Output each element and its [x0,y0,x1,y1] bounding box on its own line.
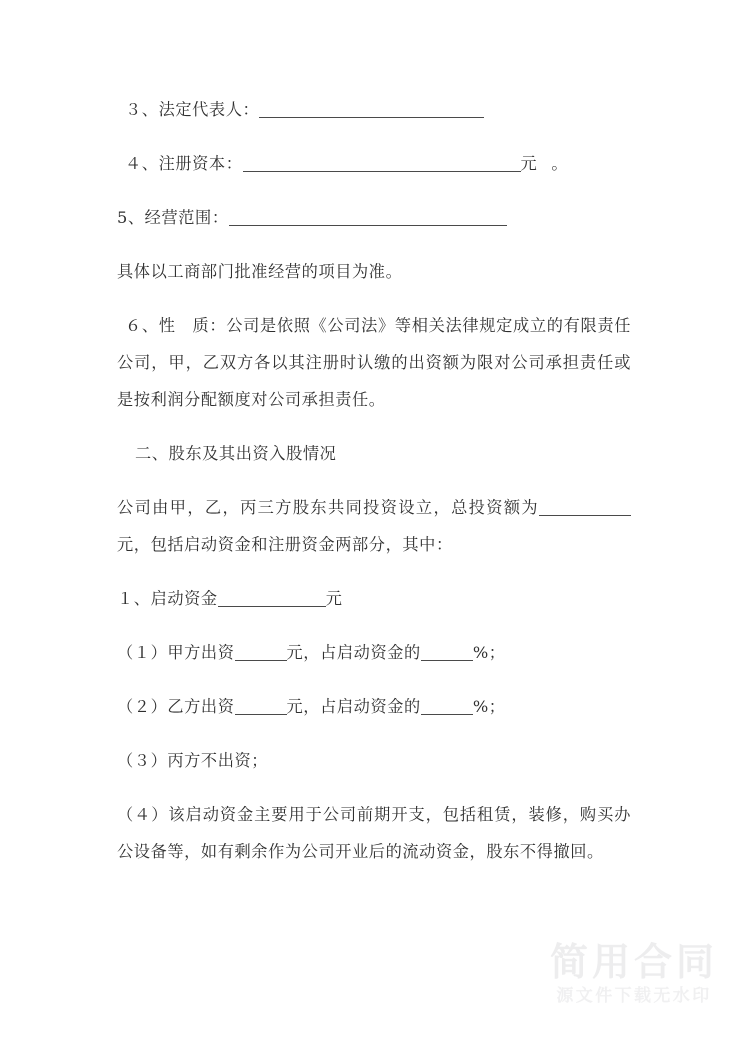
party-a-suffix: %； [472,643,506,662]
registered-capital-period: 。 [551,154,569,173]
party-b-suffix: %； [472,697,506,716]
business-scope-blank[interactable] [229,211,507,226]
party-a-amount-blank[interactable] [235,646,287,661]
party-a-percent-blank[interactable] [421,646,473,661]
clause-company-nature: ６、性 质：公司是依照《公司法》等相关法律规定成立的有限责任公司，甲，乙双方各以其注册时认缴的出资额为限对公司承担责任或是按利润分配额度对公司承担责任。 [117,316,631,409]
total-investment-blank[interactable] [539,501,631,516]
startup-capital-unit: 元 [325,589,343,608]
clause-party-c-contribution: （３）丙方不出资； [117,751,269,770]
watermark-brand: 简用合同 [549,939,718,984]
clause-legal-representative [117,91,631,128]
startup-capital-blank[interactable] [218,592,326,607]
legal-representative-blank[interactable] [259,103,484,118]
document-body [117,0,631,870]
clause-business-scope [117,199,631,236]
registered-capital-unit: 元 [520,154,538,173]
clause-registered-capital [117,145,631,182]
clause-party-a-contribution [117,634,631,671]
clause-registered-capital-label: ４、注册资本： [125,154,243,173]
party-a-mid: 元，占启动资金的 [286,643,421,662]
watermark [549,939,718,1007]
total-investment-text-before: 公司由甲，乙，丙三方股东共同投资设立，总投资额为 [117,498,539,517]
total-investment-text-after: 元，包括启动资金和注册资金两部分，其中： [117,535,453,554]
clause-business-scope-label: 5、经营范围： [117,208,229,227]
business-scope-note: 具体以工商部门批准经营的项目为准。 [117,262,403,281]
clause-startup-capital-label: １、启动资金 [117,589,218,608]
section-heading-shareholders: 二、股东及其出资入股情况 [135,444,337,463]
party-a-prefix: （１）甲方出资 [117,643,235,662]
clause-legal-representative-label: ３、法定代表人： [125,100,260,119]
clause-party-b-contribution [117,688,631,725]
party-b-prefix: （２）乙方出资 [117,697,235,716]
party-b-mid: 元，占启动资金的 [286,697,421,716]
total-investment-paragraph [117,489,631,563]
party-b-amount-blank[interactable] [235,700,287,715]
clause-startup-capital [117,580,631,617]
clause-startup-capital-usage: （４）该启动资金主要用于公司前期开支，包括租赁，装修，购买办公设备等，如有剩余作为公司开业后的流动资金，股东不得撤回。 [117,805,631,861]
registered-capital-blank[interactable] [243,157,521,172]
watermark-tagline: 源文件下载无水印 [556,985,712,1006]
party-b-percent-blank[interactable] [421,700,473,715]
